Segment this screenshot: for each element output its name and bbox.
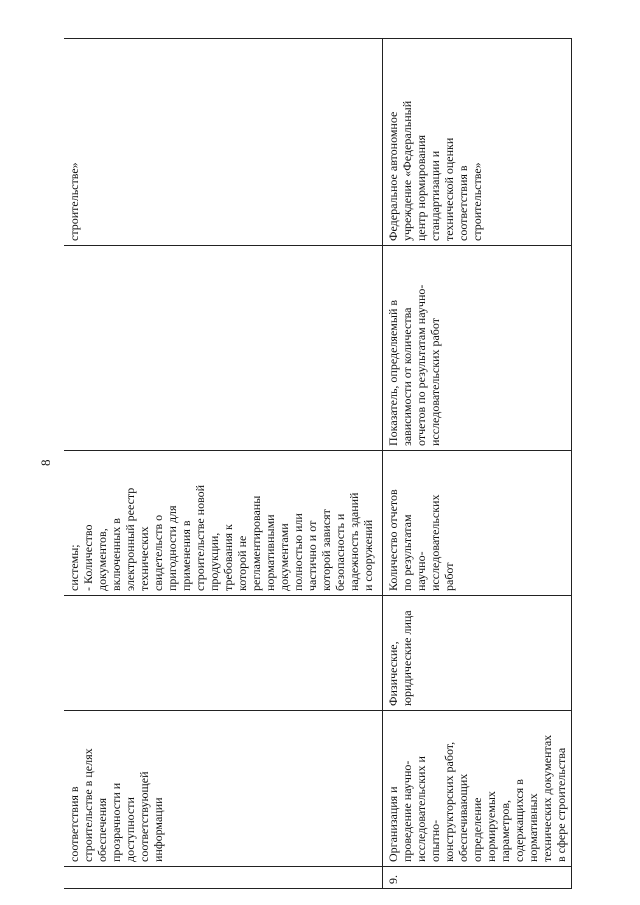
- cell-line: соответствия в: [67, 786, 81, 862]
- cell-line: применения в: [179, 520, 193, 591]
- cell-line: свидетельств о: [151, 514, 165, 591]
- cell-line: прозрачности и: [109, 782, 123, 862]
- cell-line: нормируемых: [483, 791, 498, 862]
- cell-line: документами: [277, 523, 291, 591]
- table-body: [64, 39, 571, 889]
- cell-number: [382, 867, 571, 889]
- cell-measure: [382, 711, 571, 867]
- cell-line: надежность зданий: [347, 492, 361, 591]
- cell-line: научно-: [413, 551, 428, 591]
- cell-line: стандартизации и: [427, 150, 442, 241]
- cell-indicator: [382, 451, 571, 596]
- cell-line: юридические лица: [399, 610, 414, 706]
- cell-line: - Количество: [81, 524, 95, 591]
- cell-line: системы;: [67, 544, 81, 591]
- cell-line: Показатель, определяемый в: [385, 299, 400, 446]
- cell-line: строительстве новой: [193, 484, 207, 591]
- table-row-9: [382, 39, 571, 889]
- cell-recipients: [64, 596, 382, 711]
- cell-line: Организация и: [385, 786, 400, 862]
- cell-line: центр нормирования: [413, 134, 428, 241]
- cell-method: [382, 246, 571, 451]
- cell-line: продукции,: [207, 532, 221, 591]
- rotated-table-container: [64, 39, 568, 889]
- cell-line: электронный реестр: [123, 487, 137, 591]
- cell-line: информации: [151, 797, 165, 862]
- cell-line: Физические,: [385, 641, 400, 706]
- cell-line: технических документах: [539, 734, 554, 862]
- cell-line: Федеральное автономное: [385, 111, 400, 241]
- cell-line: полностью или: [291, 513, 305, 591]
- cell-line: нормативными: [263, 514, 277, 591]
- cell-indicator: [64, 451, 382, 596]
- cell-line: и сооружений: [361, 519, 375, 591]
- cell-line: Количество отчетов: [385, 489, 400, 591]
- cell-line: определение: [469, 797, 484, 862]
- cell-line: строительстве»: [469, 162, 484, 241]
- cell-line: частично и от: [305, 520, 319, 591]
- cell-line: соответствующей: [137, 771, 151, 862]
- cell-line: регламентированы: [249, 495, 263, 591]
- cell-line: конструкторских работ,: [441, 741, 456, 862]
- cell-line: включенных в: [109, 518, 123, 591]
- cell-number: [64, 867, 382, 889]
- cell-line: исследовательских и: [413, 756, 428, 862]
- cell-line: нормативных: [525, 793, 540, 862]
- table-row-continued: [64, 39, 382, 889]
- cell-line: пригодности для: [165, 505, 179, 591]
- cell-line: исследовательских: [427, 494, 442, 591]
- cell-line: исследовательских работ: [427, 318, 442, 446]
- cell-line: опытно-: [427, 819, 442, 862]
- cell-recipients: [382, 596, 571, 711]
- cell-line: проведение научно-: [399, 760, 414, 862]
- cell-line: работ: [441, 562, 456, 591]
- cell-line: 9.: [385, 875, 400, 884]
- cell-line: обеспечения: [95, 797, 109, 862]
- cell-line: строительстве»: [67, 162, 81, 241]
- cell-line: соответствия в: [455, 165, 470, 241]
- cell-line: технической оценки: [441, 137, 456, 241]
- document-table: [64, 38, 572, 889]
- cell-method: [64, 246, 382, 451]
- cell-line: которой зависят: [319, 509, 333, 591]
- cell-line: обеспечивающих: [455, 773, 470, 862]
- cell-line: доступности: [123, 797, 137, 862]
- cell-line: строительстве в целях: [81, 748, 95, 862]
- cell-line: документов,: [95, 528, 109, 591]
- cell-line: которой не: [235, 535, 249, 591]
- cell-line: по результатам: [399, 514, 414, 591]
- cell-line: в сфере строительства: [553, 747, 568, 862]
- cell-line: технических: [137, 526, 151, 591]
- cell-line: зависимости от количества: [399, 307, 414, 446]
- cell-line: требования к: [221, 524, 235, 591]
- cell-executor: [382, 39, 571, 246]
- cell-line: учреждение «Федеральный: [399, 100, 414, 241]
- cell-executor: [64, 39, 382, 246]
- page-number: 8: [38, 459, 53, 466]
- cell-measure: [64, 711, 382, 867]
- cell-line: параметров,: [497, 799, 512, 862]
- cell-line: отчетов по результатам научно-: [413, 284, 428, 446]
- cell-line: безопасность и: [333, 513, 347, 591]
- cell-line: содержащихся в: [511, 779, 526, 862]
